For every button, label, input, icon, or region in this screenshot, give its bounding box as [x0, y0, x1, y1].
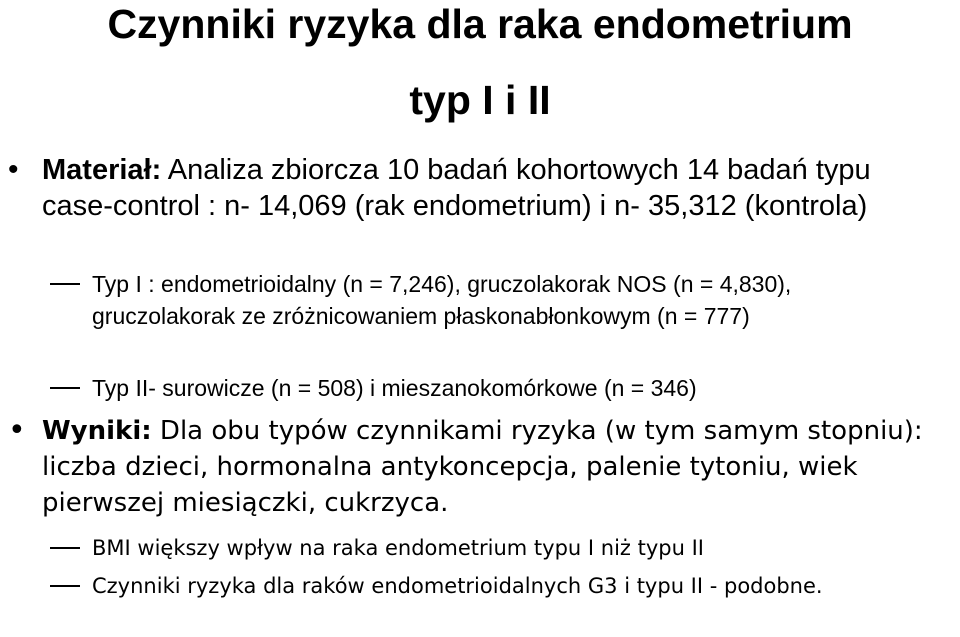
bullet-dot-icon: • [8, 153, 19, 186]
sub-bullet-text: Typ I : endometrioidalny (n = 7,246), gruczolakorak NOS (n = 4,830), gruczolakorak ze zróżnicowaniem płaskonabłonkowym (n = 777) [92, 271, 792, 329]
sub-bullet-g3 [92, 570, 937, 602]
bullet-label: Wyniki: [42, 416, 152, 446]
bullet-text: Dla obu typów czynnikami ryzyka (w tym samym stopniu): liczba dzieci, hormonalna antykoncepcja, palenie tytoniu, wiek pierwszej miesiączki, cukrzyca. [42, 416, 923, 518]
sub-bullet-typ-i [92, 268, 937, 332]
sub-bullet-typ-ii [92, 372, 937, 404]
dash-icon [50, 283, 80, 285]
sub-bullet-text: Typ II- surowicze (n = 508) i mieszanokomórkowe (n = 346) [92, 375, 697, 401]
bullet-material [8, 152, 947, 224]
bullet-label: Materiał: [42, 154, 162, 186]
sub-bullet-text: Czynniki ryzyka dla raków endometrioidalnych G3 i typu II - podobne. [92, 574, 823, 598]
bullet-wyniki [8, 413, 947, 521]
bullet-dot-icon: • [8, 413, 26, 448]
sub-bullet-bmi [92, 532, 937, 564]
title-line-1: Czynniki ryzyka dla raka endometrium [107, 1, 853, 47]
bullet-text: Analiza zbiorcza 10 badań kohortowych 14 badań typu case-control : n- 14,069 (rak endometrium) i n- 35,312 (kontrola) [42, 154, 871, 222]
sub-bullet-text: BMI większy wpływ na raka endometrium typu I niż typu II [92, 536, 704, 560]
dash-icon [50, 585, 80, 587]
title-line-2: typ I i II [409, 77, 551, 123]
dash-icon [50, 547, 80, 549]
dash-icon [50, 387, 80, 389]
